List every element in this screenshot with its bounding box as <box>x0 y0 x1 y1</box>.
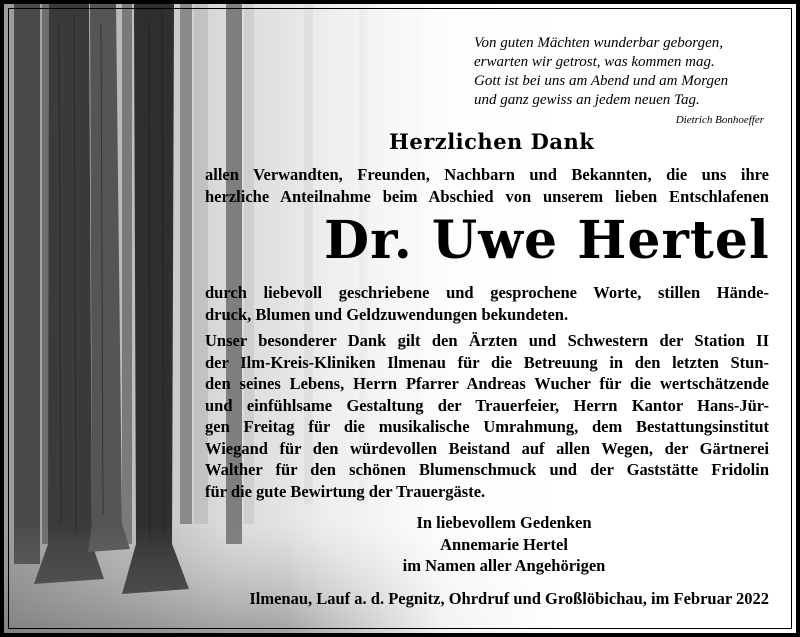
signatory-name: Annemarie Hertel <box>440 534 568 554</box>
quote-line: Gott ist bei uns am Abend und am Morgen <box>474 73 729 89</box>
thanks-heading: Herzlichen Dank <box>389 129 595 154</box>
quote-line: Von guten Mächten wunderbar geborgen, <box>474 35 723 51</box>
closing-line: In liebevollem Gedenken <box>416 513 592 532</box>
bonhoeffer-quote <box>474 34 774 127</box>
text-line: allen Verwandten, Freunden, Nachbarn und Bekannten, die uns ihre <box>205 165 769 184</box>
location-date-line: Ilmenau, Lauf a. d. Pegnitz, Ohrdruf und Großlöbichau, im Februar 2022 <box>249 589 769 608</box>
text-line: gen Freitag für die musikalische Umrahmung, dem Bestattungsinstitut <box>205 417 769 436</box>
condolence-paragraph <box>205 282 769 325</box>
special-thanks-paragraph <box>205 330 769 502</box>
quote-line: erwarten wir getrost, was kommen mag. <box>474 54 715 70</box>
quote-line: und ganz gewiss an jedem neuen Tag. <box>474 92 700 108</box>
text-line: Walther für den schönen Blumenschmuck und der Gaststätte Fridolin <box>205 460 769 479</box>
deceased-name: Dr. Uwe Hertel <box>324 210 770 271</box>
text-line: den seines Lebens, Herrn Pfarrer Andreas Wucher für die wertschätzende <box>205 374 769 393</box>
text-line: für die gute Bewirtung der Trauergäste. <box>205 481 486 501</box>
text-line: durch liebevoll geschriebene und gesprochene Worte, stillen Hände- <box>205 283 769 302</box>
text-line: Unser besonderer Dank gilt den Ärzten und Schwestern der Station II <box>205 331 769 350</box>
text-line: und einfühlsame Gestaltung der Trauerfeier, Herrn Kantor Hans-Jür- <box>205 395 769 415</box>
quote-author: Dietrich Bonhoeffer <box>675 114 764 126</box>
text-line: herzliche Anteilnahme beim Abschied von unserem lieben Entschlafenen <box>205 186 769 206</box>
closing-signature <box>364 512 644 577</box>
text-line: druck, Blumen und Geldzuwendungen bekundeten. <box>205 304 569 324</box>
closing-line: im Namen aller Angehörigen <box>402 556 606 575</box>
text-line: der Ilm-Kreis-Kliniken Ilmenau für die Betreuung in den letzten Stun- <box>205 352 769 372</box>
intro-paragraph <box>205 164 769 207</box>
text-line: Wiegand für den würdevollen Beistand auf allen Wegen, der Gärtnerei <box>205 438 769 458</box>
